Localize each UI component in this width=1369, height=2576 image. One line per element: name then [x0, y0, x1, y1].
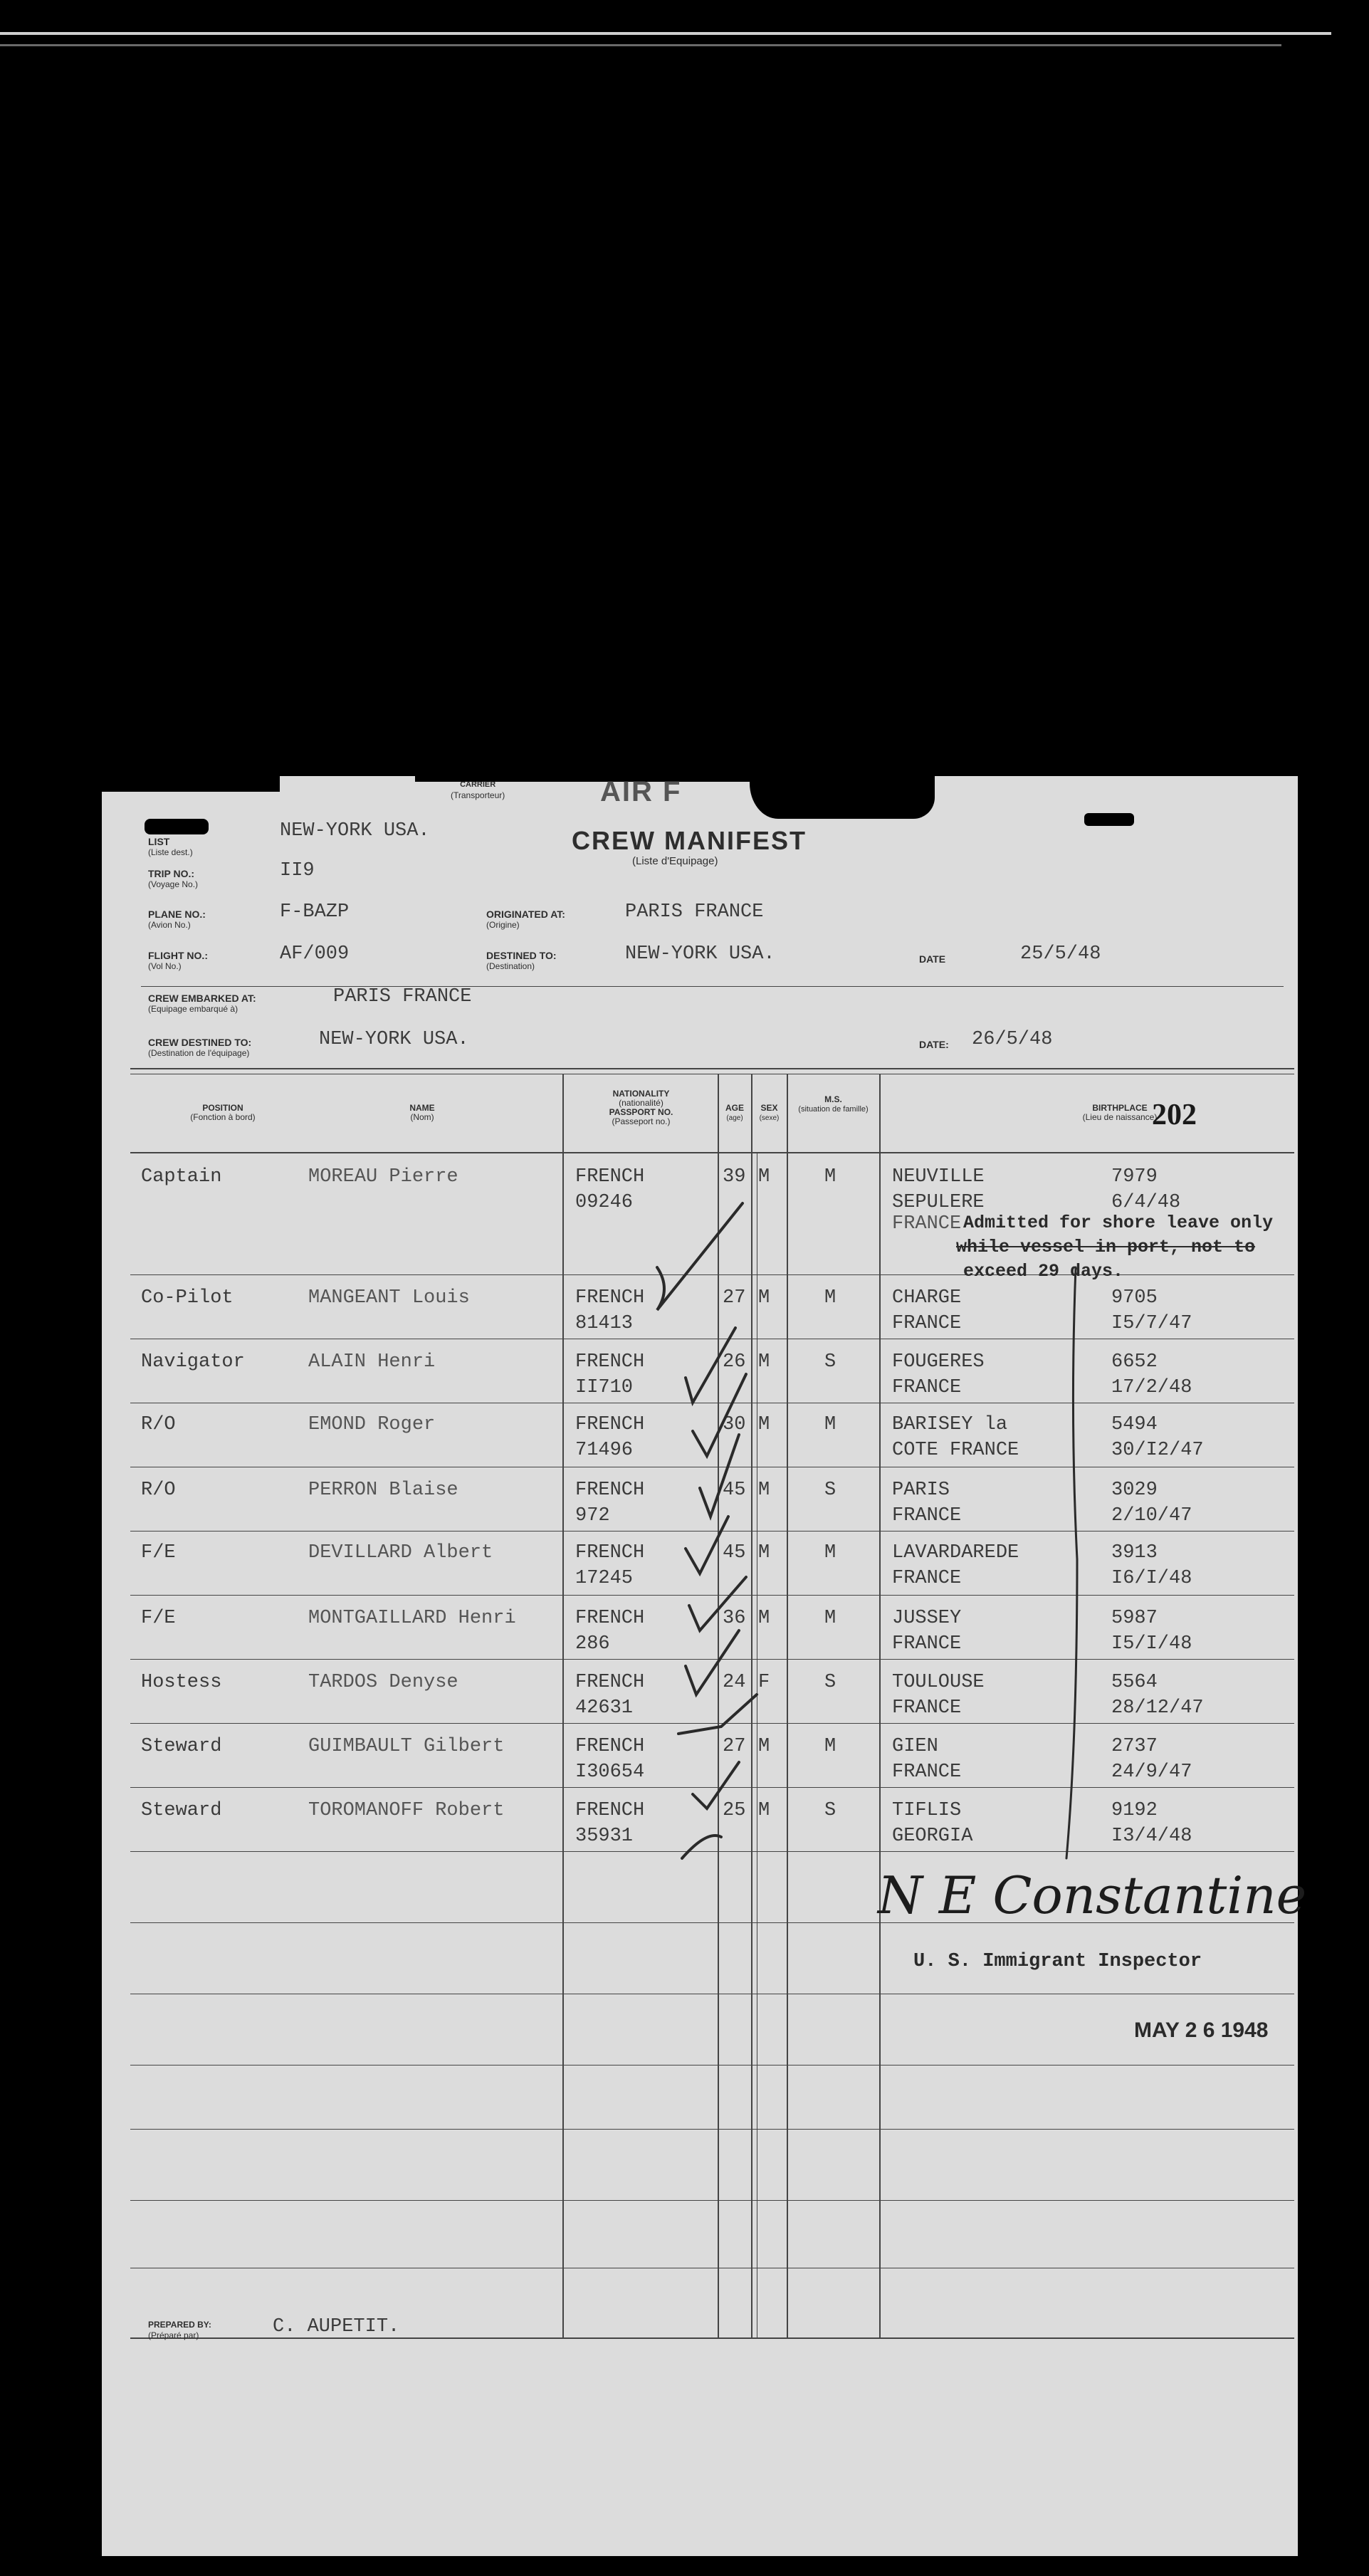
date-label: DATE: [919, 953, 946, 965]
cell-birth-number: 6652: [1111, 1351, 1158, 1373]
cell-passport: 17245: [575, 1568, 634, 1589]
cell-passport: 42631: [575, 1697, 634, 1719]
cell-ms: M: [824, 1414, 836, 1435]
row-rule: [130, 2200, 1294, 2201]
cell-birthplace-2: FRANCE: [892, 1505, 962, 1527]
cell-age: 25: [723, 1800, 746, 1821]
cell-birthplace: CHARGE: [892, 1287, 962, 1309]
originated-label: ORIGINATED AT: (Origine): [486, 909, 565, 930]
cell-birth-date: 30/I2/47: [1111, 1440, 1204, 1461]
cell-birth-date: I5/I/48: [1111, 1633, 1192, 1655]
col-header-nationality: NATIONALITY (nationalité) PASSPORT NO. (Passeport no.): [609, 1089, 673, 1126]
cell-name: ALAIN Henri: [308, 1351, 436, 1373]
cell-birthplace: GIEN: [892, 1736, 938, 1757]
cell-passport: 71496: [575, 1440, 634, 1461]
crew-embarked-label: CREW EMBARKED AT: (Equipage embarqué à): [148, 993, 256, 1014]
plane-label: PLANE NO.: (Avion No.): [148, 909, 206, 930]
bracket-line: [1066, 1267, 1077, 1858]
check-mark: [700, 1435, 739, 1517]
col-header-name: NAME (Nom): [409, 1103, 435, 1122]
crew-destined-label: CREW DESTINED TO: (Destination de l'équipage): [148, 1037, 252, 1058]
cell-birthplace-2: FRANCE: [892, 1697, 962, 1719]
cell-age: 36: [723, 1608, 746, 1629]
cell-ms: M: [824, 1736, 836, 1757]
cell-birth-date: 28/12/47: [1111, 1697, 1204, 1719]
col-header-position: POSITION (Fonction à bord): [190, 1103, 256, 1122]
page-number: 202: [1152, 1099, 1197, 1131]
flight-label: FLIGHT NO.: (Vol No.): [148, 950, 208, 971]
cell-nationality: FRENCH: [575, 1351, 645, 1373]
cell-birthplace-2: FRANCE: [892, 1761, 962, 1783]
cell-nationality: FRENCH: [575, 1672, 645, 1693]
cell-sex: M: [758, 1287, 770, 1309]
cell-birth-date: 6/4/48: [1111, 1192, 1181, 1213]
cell-name: DEVILLARD Albert: [308, 1542, 493, 1564]
cell-birth-number: 3913: [1111, 1542, 1158, 1564]
page-title-fr: (Liste d'Equipage): [632, 855, 718, 867]
cell-position: F/E: [141, 1608, 176, 1629]
cell-birthplace: TOULOUSE: [892, 1672, 985, 1693]
prepared-value: C. AUPETIT.: [273, 2316, 400, 2337]
cell-sex: M: [758, 1351, 770, 1373]
cell-age: 26: [723, 1351, 746, 1373]
cell-age: 27: [723, 1736, 746, 1757]
crew-embarked-value: PARIS FRANCE: [333, 986, 472, 1007]
cell-nationality: FRENCH: [575, 1800, 645, 1821]
cell-birthplace-3: FRANCE: [892, 1213, 962, 1235]
cell-birth-number: 2737: [1111, 1736, 1158, 1757]
list-value: NEW-YORK USA.: [280, 820, 430, 842]
cell-age: 27: [723, 1287, 746, 1309]
cell-sex: F: [758, 1672, 770, 1693]
check-mark: [686, 1517, 728, 1574]
cell-name: PERRON Blaise: [308, 1480, 458, 1501]
cell-position: Steward: [141, 1736, 222, 1757]
cell-nationality: FRENCH: [575, 1608, 645, 1629]
cell-name: EMOND Roger: [308, 1414, 436, 1435]
cell-passport: I30654: [575, 1761, 645, 1783]
cell-name: TOROMANOFF Robert: [308, 1800, 505, 1821]
prepared-underline: [262, 2338, 817, 2339]
cell-sex: M: [758, 1736, 770, 1757]
check-mark: [693, 1762, 739, 1808]
cell-birthplace: JUSSEY: [892, 1608, 962, 1629]
check-mark: [686, 1328, 735, 1403]
cell-nationality: FRENCH: [575, 1287, 645, 1309]
cell-ms: M: [824, 1166, 836, 1188]
cell-birthplace-2: FRANCE: [892, 1377, 962, 1398]
cell-birth-number: 5564: [1111, 1672, 1158, 1693]
cell-sex: M: [758, 1542, 770, 1564]
inspector-signature: N E Constantine: [878, 1865, 1307, 1925]
cell-birth-date: 2/10/47: [1111, 1505, 1192, 1527]
cell-birth-number: 3029: [1111, 1480, 1158, 1501]
cell-sex: M: [758, 1166, 770, 1188]
cell-position: Co-Pilot: [141, 1287, 234, 1309]
cell-sex: M: [758, 1480, 770, 1501]
cell-age: 39: [723, 1166, 746, 1188]
scan-edge-line: [0, 32, 1331, 35]
cell-birthplace-2: GEORGIA: [892, 1826, 973, 1847]
cell-birthplace: TIFLIS: [892, 1800, 962, 1821]
destined-value: NEW-YORK USA.: [625, 943, 775, 965]
cell-name: MONTGAILLARD Henri: [308, 1608, 516, 1629]
cell-position: F/E: [141, 1542, 176, 1564]
cell-birthplace-2: FRANCE: [892, 1633, 962, 1655]
trip-value: II9: [280, 860, 315, 881]
cell-age: 24: [723, 1672, 746, 1693]
list-label: LIST (Liste dest.): [148, 836, 193, 857]
cell-birth-date: I3/4/48: [1111, 1826, 1192, 1847]
cell-birth-number: 7979: [1111, 1166, 1158, 1188]
cell-passport: 972: [575, 1505, 610, 1527]
date-stamp: MAY 2 6 1948: [1134, 2019, 1269, 2042]
row-rule: [130, 2129, 1294, 2130]
cell-birthplace: BARISEY la: [892, 1414, 1008, 1435]
cell-birth-number: 9192: [1111, 1800, 1158, 1821]
cell-name: MOREAU Pierre: [308, 1166, 458, 1188]
cell-age: 30: [723, 1414, 746, 1435]
cell-birthplace-2: SEPULERE: [892, 1192, 985, 1213]
cell-nationality: FRENCH: [575, 1542, 645, 1564]
cell-birthplace-2: FRANCE: [892, 1568, 962, 1589]
cell-birth-number: 5987: [1111, 1608, 1158, 1629]
cell-nationality: FRENCH: [575, 1480, 645, 1501]
cell-ms: S: [824, 1351, 836, 1373]
cell-ms: M: [824, 1542, 836, 1564]
check-mark: [686, 1630, 739, 1695]
cell-position: Steward: [141, 1800, 222, 1821]
date2-label: DATE:: [919, 1039, 949, 1050]
cell-birth-date: 17/2/48: [1111, 1377, 1192, 1398]
check-mark: [689, 1577, 746, 1630]
cell-name: GUIMBAULT Gilbert: [308, 1736, 505, 1757]
cell-ms: S: [824, 1480, 836, 1501]
cell-nationality: FRENCH: [575, 1736, 645, 1757]
cell-nationality: FRENCH: [575, 1166, 645, 1188]
col-header-sex: SEX (sexe): [759, 1103, 780, 1122]
handwritten-marks: [102, 776, 1298, 2556]
cell-ms: S: [824, 1800, 836, 1821]
prepared-label: PREPARED BY: (Préparé par): [148, 2320, 211, 2340]
cell-birthplace: FOUGERES: [892, 1351, 985, 1373]
destined-label: DESTINED TO: (Destination): [486, 950, 557, 971]
cell-birth-number: 5494: [1111, 1414, 1158, 1435]
cell-name: MANGEANT Louis: [308, 1287, 470, 1309]
scan-edge-line-2: [0, 44, 1281, 46]
cell-passport: 81413: [575, 1313, 634, 1334]
cell-position: R/O: [141, 1414, 176, 1435]
cell-nationality: FRENCH: [575, 1414, 645, 1435]
col-header-ms: M.S. (situation de famille): [798, 1094, 869, 1114]
col-header-birthplace: BIRTHPLACE (Lieu de naissance): [1082, 1103, 1158, 1122]
cell-ms: M: [824, 1287, 836, 1309]
cell-sex: M: [758, 1800, 770, 1821]
cell-birthplace: NEUVILLE: [892, 1166, 985, 1188]
page-title: CREW MANIFEST: [572, 826, 807, 855]
cell-birth-number: 9705: [1111, 1287, 1158, 1309]
cell-passport: II710: [575, 1377, 634, 1398]
cell-age: 45: [723, 1542, 746, 1564]
date2-value: 26/5/48: [972, 1029, 1053, 1050]
cell-birth-date: I5/7/47: [1111, 1313, 1192, 1334]
cell-passport: 09246: [575, 1192, 634, 1213]
cell-birthplace-2: COTE FRANCE: [892, 1440, 1019, 1461]
crew-destined-value: NEW-YORK USA.: [319, 1029, 469, 1050]
cell-name: TARDOS Denyse: [308, 1672, 458, 1693]
cell-passport: 35931: [575, 1826, 634, 1847]
carrier-name: AIR F: [600, 776, 682, 807]
cell-passport: 286: [575, 1633, 610, 1655]
plane-value: F-BAZP: [280, 901, 350, 923]
cell-birthplace: LAVARDAREDE: [892, 1542, 1019, 1564]
inspector-label: U. S. Immigrant Inspector: [913, 1951, 1202, 1972]
cell-birth-date: I6/I/48: [1111, 1568, 1192, 1589]
cell-ms: S: [824, 1672, 836, 1693]
carrier-label: CARRIER (Transporteur): [451, 780, 505, 800]
date-value: 25/5/48: [1020, 943, 1101, 965]
col-header-age: AGE (age): [725, 1103, 744, 1122]
cell-position: R/O: [141, 1480, 176, 1501]
admission-stamp-line3: exceed 29 days.: [963, 1261, 1124, 1282]
originated-value: PARIS FRANCE: [625, 901, 764, 923]
cell-sex: M: [758, 1608, 770, 1629]
cell-position: Hostess: [141, 1672, 222, 1693]
cell-age: 45: [723, 1480, 746, 1501]
cell-position: Captain: [141, 1166, 222, 1188]
cell-sex: M: [758, 1414, 770, 1435]
cell-position: Navigator: [141, 1351, 245, 1373]
cell-birthplace-2: FRANCE: [892, 1313, 962, 1334]
check-mark: [657, 1203, 746, 1310]
cell-ms: M: [824, 1608, 836, 1629]
admission-stamp-line2: while vessel in port, not to: [956, 1237, 1256, 1257]
flight-value: AF/009: [280, 943, 350, 965]
trip-label: TRIP NO.: (Voyage No.): [148, 868, 199, 889]
cell-birthplace: PARIS: [892, 1480, 950, 1501]
admission-stamp-line1: Admitted for shore leave only: [963, 1213, 1274, 1233]
crew-manifest-sheet: [102, 776, 1307, 2556]
check-mark: [678, 1695, 757, 1734]
cell-birth-date: 24/9/47: [1111, 1761, 1192, 1783]
check-mark: [682, 1836, 721, 1858]
